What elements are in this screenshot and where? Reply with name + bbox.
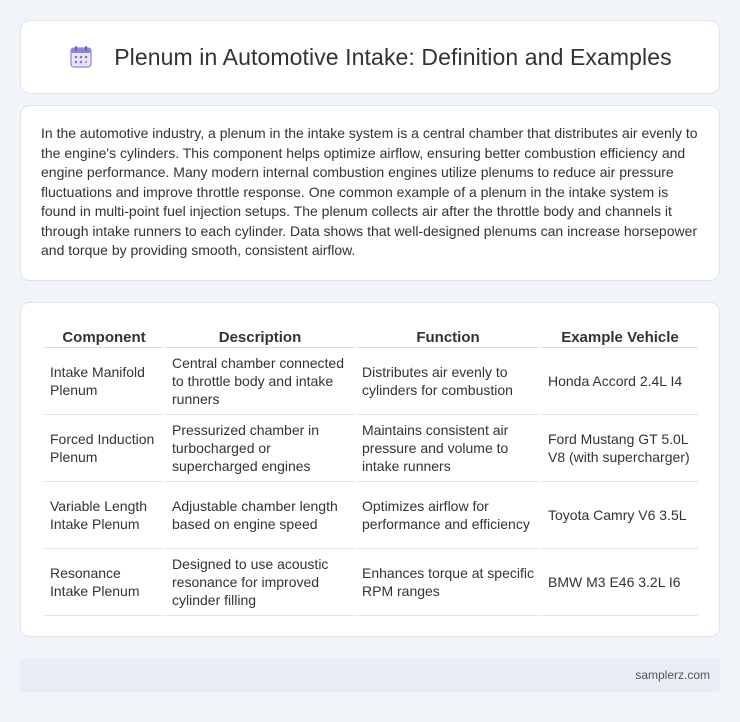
footer-site-link[interactable]: samplerz.com [635, 668, 710, 682]
table-cell: Ford Mustang GT 5.0L V8 (with supercharger) [542, 415, 698, 482]
table-cell: Forced Induction Plenum [44, 415, 164, 482]
table-row [44, 482, 698, 549]
table-cell: Optimizes airflow for performance and efficiency [356, 482, 540, 549]
table-cell: Honda Accord 2.4L I4 [542, 348, 698, 415]
column-header: Component [44, 323, 164, 348]
table-cell: Adjustable chamber length based on engine speed [166, 482, 354, 549]
header-card [20, 20, 720, 94]
table-cell: Resonance Intake Plenum [44, 549, 164, 616]
table-cell: Enhances torque at specific RPM ranges [356, 549, 540, 616]
table-header-row [44, 323, 698, 348]
table-cell: Toyota Camry V6 3.5L [542, 482, 698, 549]
intro-card [20, 105, 720, 281]
table-cell: Pressurized chamber in turbocharged or supercharged engines [166, 415, 354, 482]
column-header: Function [356, 323, 540, 348]
table-cell: Maintains consistent air pressure and volume to intake runners [356, 415, 540, 482]
table-row [44, 549, 698, 616]
table-row [44, 415, 698, 482]
table-card [20, 302, 720, 637]
table-cell: Designed to use acoustic resonance for improved cylinder filling [166, 549, 354, 616]
page-title: Plenum in Automotive Intake: Definition and Examples [114, 43, 672, 70]
table-cell: BMW M3 E46 3.2L I6 [542, 549, 698, 616]
table-cell: Central chamber connected to throttle body and intake runners [166, 348, 354, 415]
table-cell: Variable Length Intake Plenum [44, 482, 164, 549]
calendar-icon [68, 44, 94, 70]
plenum-table [42, 323, 700, 616]
table-row [44, 348, 698, 415]
column-header: Example Vehicle [542, 323, 698, 348]
table-cell: Distributes air evenly to cylinders for combustion [356, 348, 540, 415]
column-header: Description [166, 323, 354, 348]
table-cell: Intake Manifold Plenum [44, 348, 164, 415]
intro-paragraph: In the automotive industry, a plenum in the intake system is a central chamber that distributes air evenly to the engine's cylinders. This component helps optimize airflow, ensuring better combustion efficiency and engine performance. Many modern internal combustion engines utilize plenums to reduce air pressure fluctuations and improve throttle response. One common example of a plenum in the intake system is found in multi-point fuel injection setups. The plenum collects air after the throttle body and channels it through intake runners to each cylinder. Data shows that well-designed plenums can increase horsepower and torque by providing smooth, consistent airflow. [41, 125, 698, 258]
header [21, 21, 719, 93]
footer-bar [20, 658, 720, 692]
